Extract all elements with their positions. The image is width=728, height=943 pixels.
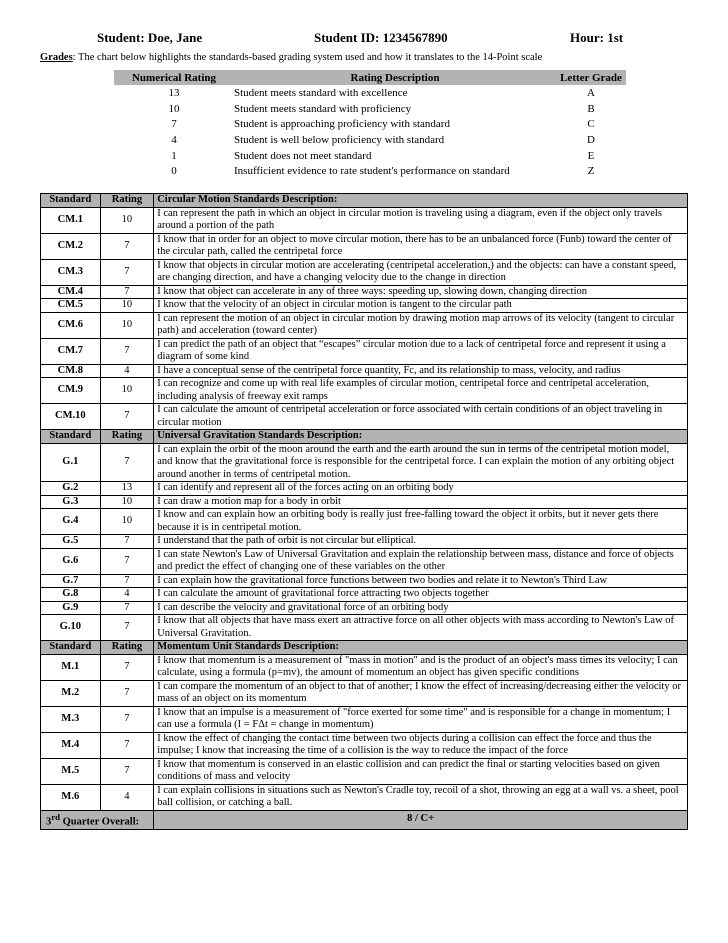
standard-code: CM.4 — [41, 285, 101, 299]
header-letter-grade: Letter Grade — [556, 70, 626, 85]
rating-description: Student meets standard with proficiency — [234, 102, 412, 115]
column-standard-label: Standard — [41, 194, 101, 208]
overall-row — [41, 810, 688, 829]
grading-scale-table — [114, 70, 626, 179]
standard-code: G.4 — [41, 509, 101, 535]
grading-scale-header — [114, 70, 626, 85]
standard-rating: 7 — [100, 706, 154, 732]
standard-code: M.3 — [41, 706, 101, 732]
letter-grade: E — [587, 149, 595, 162]
student-name: Student: Doe, Jane — [97, 30, 203, 45]
standard-row — [41, 378, 688, 404]
standard-rating: 4 — [100, 784, 154, 810]
standard-code: CM.2 — [41, 233, 101, 259]
numerical-rating: 10 — [168, 102, 180, 115]
grading-scale-row — [114, 116, 626, 132]
letter-grade: A — [587, 86, 595, 99]
standard-code: M.6 — [41, 784, 101, 810]
grading-scale-row — [114, 148, 626, 164]
numerical-rating: 1 — [171, 149, 177, 162]
grading-scale-row — [114, 101, 626, 117]
standard-row — [41, 601, 688, 615]
student-id: Student ID: 1234567890 — [314, 30, 448, 45]
standard-description: I can explain how the gravitational force functions between two bodies and relate it to Newton's Third Law — [154, 574, 688, 588]
standard-description: I can recognize and come up with real life examples of circular motion, centripetal force and centripetal acceleration, including analysis of freeway exit ramps — [154, 378, 688, 404]
standard-code: M.5 — [41, 758, 101, 784]
standard-code: M.2 — [41, 680, 101, 706]
standard-description: I can calculate the amount of gravitational force attracting two objects together — [154, 588, 688, 602]
standard-row — [41, 548, 688, 574]
standard-rating: 10 — [100, 299, 154, 313]
standard-rating: 4 — [100, 588, 154, 602]
standard-description: I can state Newton's Law of Universal Gravitation and explain the relationship between mass, distance and force of objects and predict the effect of changing one of these variables on the other — [154, 548, 688, 574]
standard-code: G.2 — [41, 482, 101, 496]
standard-row — [41, 338, 688, 364]
standard-description: I can identify and represent all of the forces acting on an orbiting body — [154, 482, 688, 496]
standard-rating: 7 — [100, 680, 154, 706]
standard-description: I can explain collisions in situations such as Newton's Cradle toy, recoil of a shot, throwing an egg at a wall vs. a sheet, pool ball collision, or catching a ball. — [154, 784, 688, 810]
standard-rating: 7 — [100, 443, 154, 482]
standards-table — [40, 193, 688, 830]
standard-rating: 7 — [100, 259, 154, 285]
rating-description: Student meets standard with excellence — [234, 86, 408, 99]
standard-row — [41, 758, 688, 784]
standard-rating: 10 — [100, 509, 154, 535]
standard-rating: 7 — [100, 601, 154, 615]
standard-rating: 13 — [100, 482, 154, 496]
standard-description: I know that all objects that have mass exert an attractive force on all other objects with mass according to Newton's Law of Universal Gravitation. — [154, 615, 688, 641]
standard-description: I know that momentum is conserved in an elastic collision and can predict the final or starting velocities based on given conditions of mass and velocity — [154, 758, 688, 784]
standard-rating: 7 — [100, 285, 154, 299]
standard-row — [41, 495, 688, 509]
standard-code: CM.7 — [41, 338, 101, 364]
standard-row — [41, 233, 688, 259]
standard-rating: 7 — [100, 404, 154, 430]
overall-label-text: Quarter Overall: — [60, 816, 140, 827]
standard-description: I can represent the motion of an object in circular motion by drawing motion map arrows of its velocity (tangent to circular path) and acceleration (toward center) — [154, 312, 688, 338]
letter-grade: C — [587, 118, 595, 131]
section-header-row — [41, 194, 688, 208]
numerical-rating: 0 — [171, 165, 177, 178]
standard-rating: 7 — [100, 574, 154, 588]
standard-code: G.7 — [41, 574, 101, 588]
letter-grade: Z — [587, 165, 595, 178]
standard-rating: 10 — [100, 312, 154, 338]
standard-description: I know and can explain how an orbiting body is really just free-falling toward the object it orbits, but it never gets there because it is in centripetal motion. — [154, 509, 688, 535]
standard-description: I can draw a motion map for a body in orbit — [154, 495, 688, 509]
standard-rating: 7 — [100, 654, 154, 680]
header-rating-description: Rating Description — [234, 70, 556, 85]
grades-intro — [40, 52, 542, 63]
rating-description: Student is well below proficiency with standard — [234, 133, 445, 146]
grading-scale-row — [114, 132, 626, 148]
standard-row — [41, 615, 688, 641]
standard-code: G.5 — [41, 535, 101, 549]
standard-rating: 4 — [100, 364, 154, 378]
overall-grade: 8 / C+ — [154, 810, 688, 829]
standard-code: G.10 — [41, 615, 101, 641]
standard-row — [41, 680, 688, 706]
rating-description: Insufficient evidence to rate student's performance on standard — [234, 165, 510, 178]
grades-label: Grades — [40, 52, 73, 63]
rating-description: Student is approaching proficiency with standard — [234, 118, 450, 131]
overall-label — [41, 810, 154, 829]
standard-code: CM.5 — [41, 299, 101, 313]
numerical-rating: 13 — [168, 86, 180, 99]
numerical-rating: 4 — [171, 133, 177, 146]
section-title: Universal Gravitation Standards Description: — [154, 430, 688, 444]
column-standard-label: Standard — [41, 641, 101, 655]
section-header-row — [41, 641, 688, 655]
standard-row — [41, 312, 688, 338]
standard-row — [41, 732, 688, 758]
column-rating-label: Rating — [100, 641, 154, 655]
standard-code: G.8 — [41, 588, 101, 602]
standard-row — [41, 482, 688, 496]
standard-description: I know that in order for an object to move circular motion, there has to be an unbalanced force (Funb) toward the center of the circular path, called the centripetal force — [154, 233, 688, 259]
standard-row — [41, 784, 688, 810]
standard-code: M.4 — [41, 732, 101, 758]
standard-code: CM.8 — [41, 364, 101, 378]
standard-code: M.1 — [41, 654, 101, 680]
standard-row — [41, 706, 688, 732]
standard-row — [41, 259, 688, 285]
standard-description: I can represent the path in which an object in circular motion is traveling using a diagram, even if the object only travels around a portion of the path — [154, 207, 688, 233]
standard-code: CM.3 — [41, 259, 101, 285]
standard-description: I can explain the orbit of the moon around the earth and the earth around the sun in terms of the centripetal motion model, and know that the gravitational force is responsible for the centripetal force. I can explain the motion of any orbiting object around another in terms of centripetal motion. — [154, 443, 688, 482]
section-title: Circular Motion Standards Description: — [154, 194, 688, 208]
standard-rating: 7 — [100, 535, 154, 549]
class-hour: Hour: 1st — [570, 30, 624, 45]
standard-description: I know that momentum is a measurement of "mass in motion" and is the product of an object's mass times its velocity; I can calculate, using a formula (p=mv), the amount of momentum an object has given specific conditions — [154, 654, 688, 680]
column-rating-label: Rating — [100, 430, 154, 444]
standard-description: I can compare the momentum of an object to that of another; I know the effect of increasing/decreasing either the velocity or mass of an object on its momentum — [154, 680, 688, 706]
standard-row — [41, 654, 688, 680]
standard-row — [41, 364, 688, 378]
standard-description: I know the effect of changing the contact time between two objects during a collision can effect the force and thus the impulse; I know that increasing the time of a collision is the way to reduce the impact of the force — [154, 732, 688, 758]
section-header-row — [41, 430, 688, 444]
standard-rating: 10 — [100, 207, 154, 233]
standard-rating: 7 — [100, 732, 154, 758]
standard-rating: 7 — [100, 615, 154, 641]
standard-rating: 7 — [100, 338, 154, 364]
column-standard-label: Standard — [41, 430, 101, 444]
overall-label-suffix: rd — [51, 811, 60, 822]
column-rating-label: Rating — [100, 194, 154, 208]
standard-row — [41, 574, 688, 588]
standard-rating: 7 — [100, 758, 154, 784]
standard-row — [41, 207, 688, 233]
standard-description: I can predict the path of an object that “escapes” circular motion due to a lack of centripetal force and represent it using a diagram of some kind — [154, 338, 688, 364]
standard-code: CM.9 — [41, 378, 101, 404]
header-numerical-rating: Numerical Rating — [114, 70, 234, 85]
standard-description: I can calculate the amount of centripetal acceleration or force associated with certain conditions of an object traveling in circular motion — [154, 404, 688, 430]
overall-label-number: 3 — [46, 816, 52, 827]
standard-description: I know that object can accelerate in any of three ways: speeding up, slowing down, changing direction — [154, 285, 688, 299]
standard-row — [41, 535, 688, 549]
standard-code: G.3 — [41, 495, 101, 509]
standard-description: I know that the velocity of an object in circular motion is tangent to the circular path — [154, 299, 688, 313]
standard-row — [41, 285, 688, 299]
standard-description: I have a conceptual sense of the centripetal force quantity, Fc, and its relationship to mass, velocity, and radius — [154, 364, 688, 378]
standard-row — [41, 443, 688, 482]
grading-scale-row — [114, 163, 626, 179]
standard-code: CM.1 — [41, 207, 101, 233]
grades-intro-text: : The chart below highlights the standards-based grading system used and how it translates to the 14-Point scale — [72, 52, 543, 63]
numerical-rating: 7 — [171, 118, 177, 131]
standard-rating: 7 — [100, 548, 154, 574]
standard-code: G.9 — [41, 601, 101, 615]
standard-code: CM.10 — [41, 404, 101, 430]
standard-rating: 7 — [100, 233, 154, 259]
standard-description: I know that an impulse is a measurement of "force exerted for some time" and is responsible for a change in momentum; I can use a formula (I = FΔt = change in momentum) — [154, 706, 688, 732]
standard-code: G.1 — [41, 443, 101, 482]
grading-scale-row — [114, 85, 626, 101]
standard-rating: 10 — [100, 495, 154, 509]
standard-row — [41, 588, 688, 602]
rating-description: Student does not meet standard — [234, 149, 372, 162]
standard-row — [41, 404, 688, 430]
standard-code: G.6 — [41, 548, 101, 574]
letter-grade: D — [587, 133, 595, 146]
standard-description: I understand that the path of orbit is not circular but elliptical. — [154, 535, 688, 549]
standard-row — [41, 299, 688, 313]
standard-description: I know that objects in circular motion are accelerating (centripetal acceleration,) and the objects: can have a constant speed, are changing direction, and have a changing velocity due to the change in direction — [154, 259, 688, 285]
standard-rating: 10 — [100, 378, 154, 404]
standard-description: I can describe the velocity and gravitational force of an orbiting body — [154, 601, 688, 615]
standard-code: CM.6 — [41, 312, 101, 338]
section-title: Momentum Unit Standards Description: — [154, 641, 688, 655]
standard-row — [41, 509, 688, 535]
letter-grade: B — [587, 102, 595, 115]
